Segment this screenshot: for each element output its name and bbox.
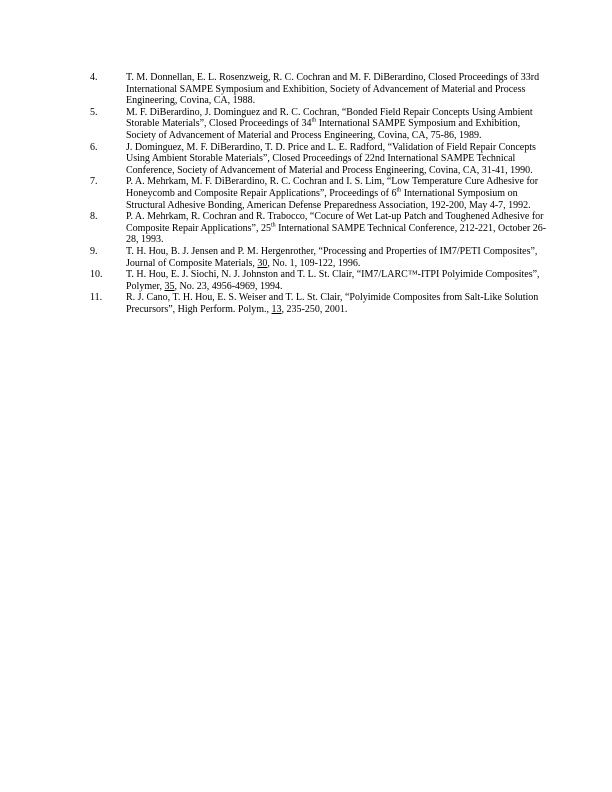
reference-text xyxy=(126,292,550,315)
reference-text xyxy=(126,72,550,107)
reference-segment: R. J. Cano, T. H. Hou, E. S. Weiser and T. L. St. Clair, “Polyimide Composites from Salt-Like Solution Precursors”, High Perform. Polym., xyxy=(126,292,539,315)
reference-segment: P. A. Mehrkam, R. Cochran and R. Trabocco, “Cocure of Wet Lat-up Patch and Toughened Adhesive for Composite Repair Applications”, 25 xyxy=(126,211,544,234)
reference-segment: M. F. DiBerardino, J. Dominguez and R. C. Cochran, “Bonded Field Repair Concepts Using Ambient Storable Materials”, Closed Proceedings of 34 xyxy=(126,106,533,130)
reference-number: 7. xyxy=(90,176,98,188)
reference-text xyxy=(126,176,550,211)
superscript: th xyxy=(270,222,276,229)
reference-segment: International Symposium on Structural Adhesive Bonding, American Defense Preparedness Association, 192-200, May 4-7, 1992. xyxy=(126,187,531,211)
reference-item xyxy=(90,142,550,177)
reference-number: 6. xyxy=(90,141,98,153)
reference-segment: International SAMPE Technical Conference, 212-221, October 26-28, 1993. xyxy=(126,222,547,246)
reference-text xyxy=(126,246,550,269)
reference-number: 5. xyxy=(90,106,98,118)
volume-number: 13 xyxy=(271,303,282,315)
reference-number: 11. xyxy=(90,292,103,304)
reference-number: 10. xyxy=(90,269,103,281)
reference-text xyxy=(126,142,550,177)
reference-list xyxy=(90,72,550,315)
reference-segment: T. H. Hou, B. J. Jensen and P. M. Hergenrother, “Processing and Properties of IM7/PETI Composites”, Journal of Composite Materials, xyxy=(126,245,538,269)
reference-segment: T. H. Hou, E. J. Siochi, N. J. Johnston and T. L. St. Clair, “IM7/LARC™-ITPI Polyimide Composites”, Polymer, xyxy=(126,269,540,292)
reference-item xyxy=(90,269,550,292)
reference-text xyxy=(126,211,550,246)
reference-number: 9. xyxy=(90,245,98,257)
volume-number: 35 xyxy=(164,280,175,292)
volume-number: 30 xyxy=(257,257,268,269)
reference-number: 4. xyxy=(90,72,98,83)
reference-item xyxy=(90,211,550,246)
reference-text xyxy=(126,269,550,292)
reference-item xyxy=(90,292,550,315)
reference-segment: P. A. Mehrkam, M. F. DiBerardino, R. C. Cochran and I. S. Lim, “Low Temperature Cure Adhesive for Honeycomb and Composite Repair Applications”, Proceedings of 6 xyxy=(126,176,539,199)
reference-item xyxy=(90,176,550,211)
reference-segment: International SAMPE Symposium and Exhibition, Society of Advancement of Material and Process Engineering, Covina, CA, 75-86, 1989. xyxy=(126,118,521,141)
reference-number: 8. xyxy=(90,211,98,223)
reference-segment: T. M. Donnellan, E. L. Rosenzweig, R. C. Cochran and M. F. DiBerardino, Closed Proceedings of 33rd International SAMPE Symposium and Exhibition, Society of Advancement of Material and Process Engineering, Covina, CA, 1988. xyxy=(126,72,540,107)
reference-item xyxy=(90,72,550,107)
reference-segment: , No. 1, 109-122, 1996. xyxy=(267,257,361,269)
reference-text xyxy=(126,107,550,142)
reference-segment: J. Dominguez, M. F. DiBerardino, T. D. Price and L. E. Radford, “Validation of Field Repair Concepts Using Ambient Storable Materials”, Closed Proceedings of 22nd International SAMPE Technical Conference, Society of Advancement of Material and Process Engineering, Covina, CA, 31-41, 1990. xyxy=(126,141,536,176)
superscript: th xyxy=(311,118,317,125)
superscript: th xyxy=(396,187,402,194)
reference-item xyxy=(90,107,550,142)
reference-segment: , 235-250, 2001. xyxy=(281,303,348,315)
reference-item xyxy=(90,246,550,269)
reference-segment: , No. 23, 4956-4969, 1994. xyxy=(174,280,283,292)
